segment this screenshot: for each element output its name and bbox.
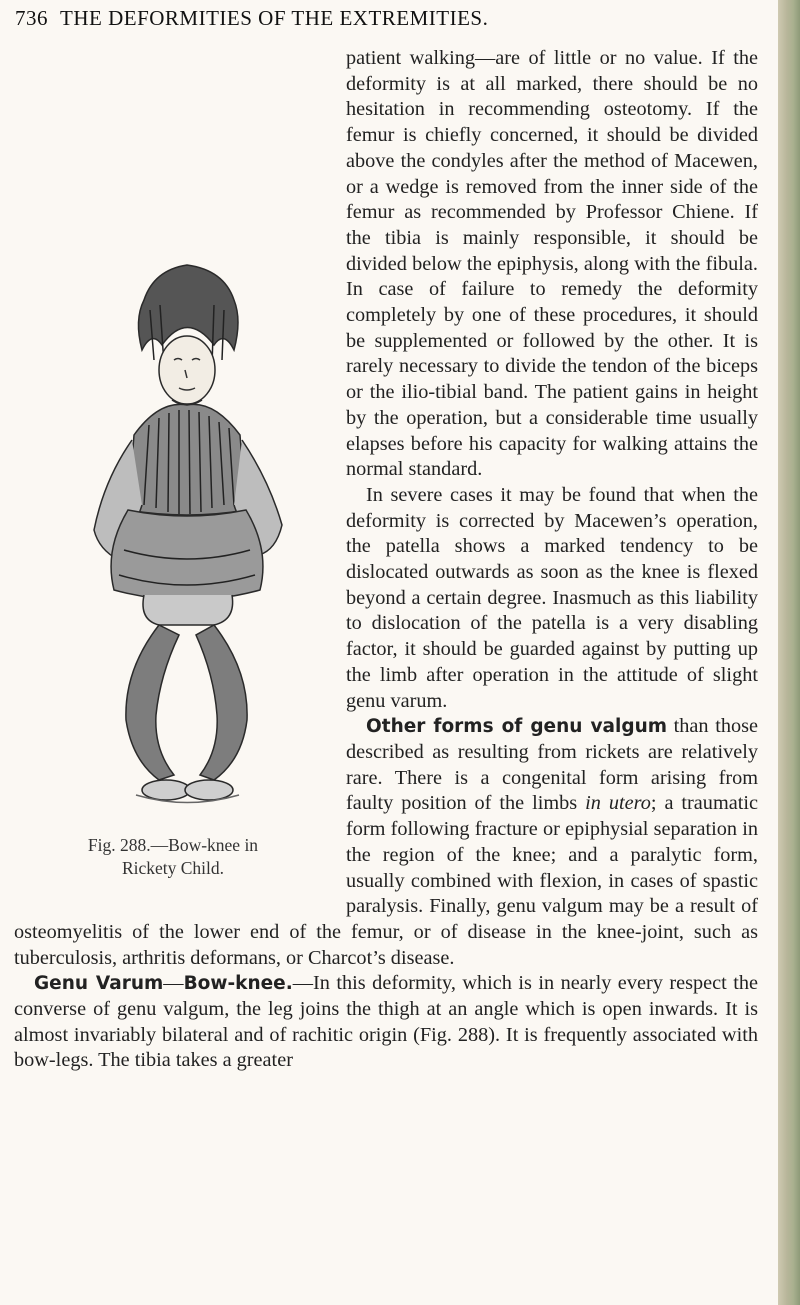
paragraph-4-text: —In this deformity, which is in nearly every respect the converse of genu valgum, the leg joins the thigh at an angle which is open inwards. It is almost invariably bilateral and of rachitic origin (Fig. 288). It is frequently associated with bow-legs. The tibia takes a greater [14,972,759,1072]
left-foot [142,780,190,800]
body-text [14,46,758,1074]
figure [14,250,332,901]
paragraph-2: In severe cases it may be found that when the deformity is corrected by Macewen’s operation, the patella shows a marked tendency to be dislocated outwards as soon as the knee is flexed beyond a certain degree. Inasmuch as this liability to dislocation of the patella is a very disabling factor, it should be guarded against by putting up the limb after operation in the attitude of slight genu varum. [346,483,758,712]
right-leg [196,625,247,780]
paragraph-3-italic: in utero [585,792,651,815]
heading-dash: — [163,972,184,995]
heading-bow-knee: Bow-knee. [183,973,293,995]
dress-bodice [128,404,246,515]
page-edge [778,0,800,1305]
face [159,336,215,404]
paragraph-4 [14,971,758,1074]
caption-line-1: Fig. 288.—Bow-knee in [87,835,259,855]
running-header [0,0,760,40]
figure-caption [14,834,332,880]
bow-knee-child-illustration [64,250,310,820]
heading-genu-varum: Genu Varum [34,973,164,995]
running-title: THE DEFORMITIES OF THE EXTREMITIES. [60,6,489,30]
caption-line-2: Rickety Child. [121,858,225,878]
right-foot [185,780,233,800]
left-leg [126,625,179,780]
heading-other-forms: Other forms of genu valgum [366,716,668,738]
paragraph-1: patient walking—are of little or no value. If the deformity is at all marked, there should be no hesitation in recommending osteotomy. If the femur is chiefly concerned, it should be divided above the condyles after the method of Macewen, or a wedge is removed from the inner side of the femur as recommended by Professor Chiene. If the tibia is mainly responsible, it should be divided below the epiphysis, along with the fibula. In case of failure to remedy the deformity completely by one of these procedures, it should be supplemented or followed by the other. It is rarely necessary to divide the tendon of the biceps or the ilio-tibial band. The patient gains in height by the operation, but a considerable time usually elapses before his capacity for walking attains the normal standard. [346,47,758,481]
paragraph-3-text-a: than those described as resulting from rickets are relatively rare. There is a congenital form arising from faulty position of the limbs [346,715,759,815]
dress-skirt [111,510,263,600]
paragraph-3-text-b: ; a traumatic form following fracture or epiphysial separation in the region of the knee; and a paralytic form, usually combined with flexion, in cases of spastic paralysis. Finally, genu valgum may be a result of osteomyelitis of the lower end of the femur, or of disease in the knee-joint, such as tuberculosis, arthritis deformans, or Charcot’s disease. [14,792,759,969]
page-number: 736 [15,6,48,30]
